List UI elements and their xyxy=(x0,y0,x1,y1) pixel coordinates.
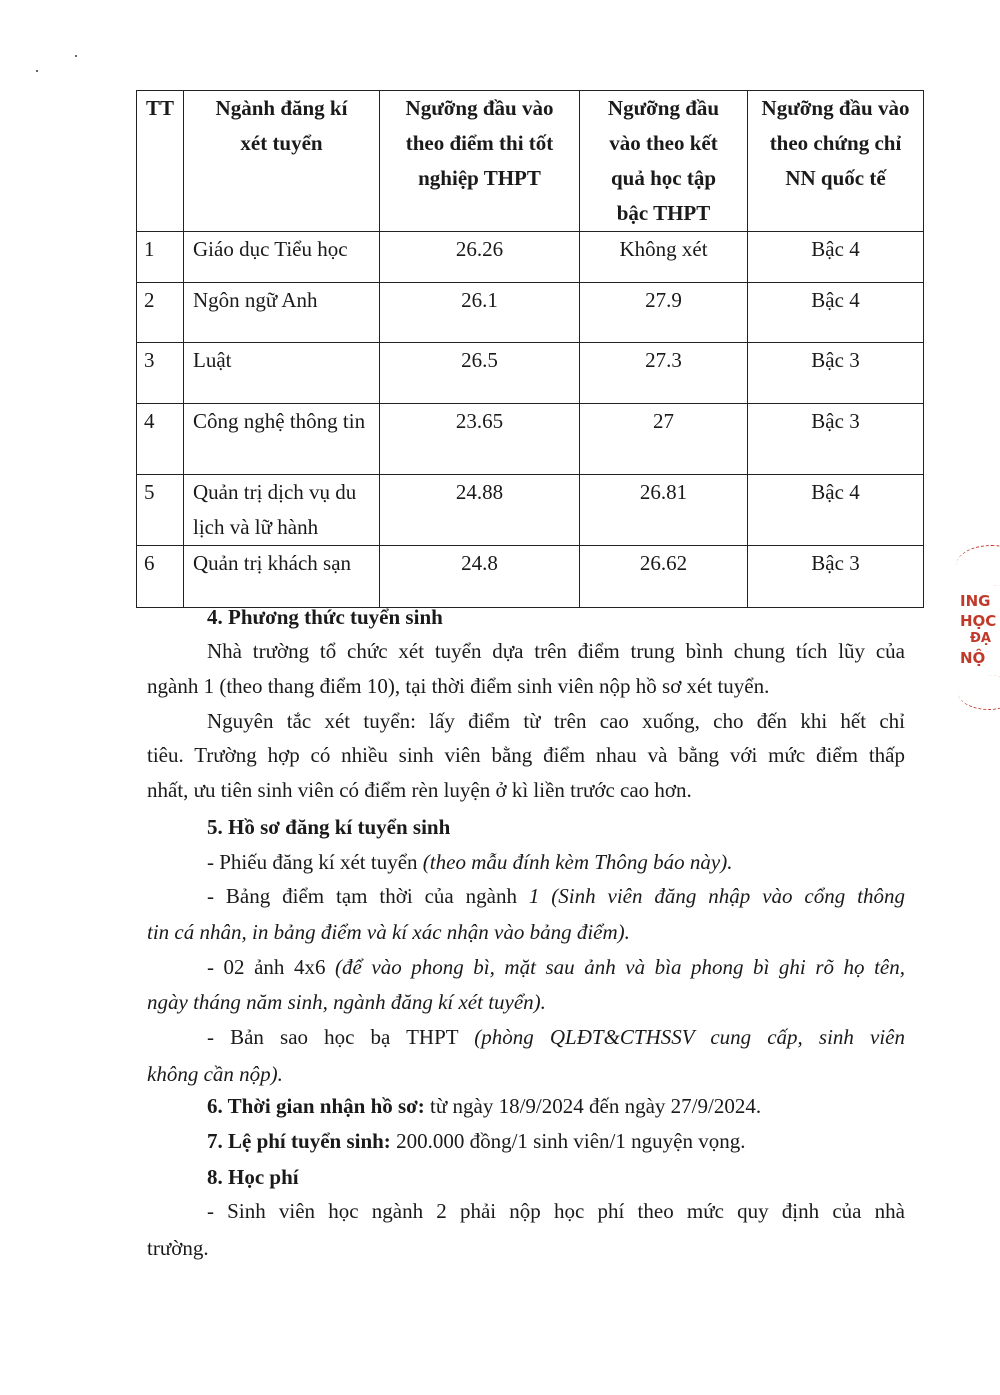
row-major: Ngôn ngữ Anh xyxy=(184,283,380,343)
s4-paragraph-2-line: tiêu. Trường hợp có nhiều sinh viên bằng điểm nhau và bằng với mức điểm thấp xyxy=(147,743,905,767)
seal-text: NỘ xyxy=(960,649,986,667)
item-note: (theo mẫu đính kèm Thông báo này). xyxy=(422,850,733,874)
row-exam: 26.26 xyxy=(380,232,580,283)
section-6 xyxy=(207,1094,761,1119)
row-major: Quản trị dịch vụ du lịch và lữ hành xyxy=(184,475,380,546)
row-major: Quản trị khách sạn xyxy=(184,546,380,608)
table-row xyxy=(137,404,924,475)
item-note: (phòng QLĐT&CTHSSV cung cấp, sinh viên xyxy=(474,1025,905,1049)
row-major: Công nghệ thông tin xyxy=(184,404,380,475)
scan-speck xyxy=(75,55,77,57)
partial-red-seal xyxy=(952,545,1000,715)
seal-text: ING xyxy=(960,592,991,610)
row-cert: Bậc 4 xyxy=(748,232,924,283)
table-row xyxy=(137,283,924,343)
row-cert: Bậc 3 xyxy=(748,343,924,404)
header-major: Ngành đăng kí xét tuyển xyxy=(184,91,380,232)
seal-arc xyxy=(956,545,1000,586)
row-tt: 4 xyxy=(137,404,184,475)
row-transcript: 27 xyxy=(580,404,748,475)
row-transcript: 26.81 xyxy=(580,475,748,546)
item-text: - Phiếu đăng kí xét tuyển xyxy=(207,850,423,874)
section-4-title: 4. Phương thức tuyển sinh xyxy=(207,605,443,629)
s5-item-2 xyxy=(207,884,905,909)
s8-line: trường. xyxy=(147,1236,209,1260)
s5-item-3 xyxy=(207,955,905,980)
row-transcript: 26.62 xyxy=(580,546,748,608)
header-tt: TT xyxy=(137,91,184,232)
section-6-label: 6. Thời gian nhận hồ sơ: xyxy=(207,1094,425,1118)
section-5-title: 5. Hồ sơ đăng kí tuyển sinh xyxy=(207,815,451,839)
header-transcript-threshold: Ngưỡng đầu vào theo kết quả học tập bậc THPT xyxy=(580,91,748,232)
admission-threshold-table xyxy=(136,90,924,608)
row-cert: Bậc 4 xyxy=(748,283,924,343)
section-6-text: từ ngày 18/9/2024 đến ngày 27/9/2024. xyxy=(424,1094,762,1118)
header-certificate-threshold: Ngưỡng đầu vào theo chứng chỉ NN quốc tế xyxy=(748,91,924,232)
section-7 xyxy=(207,1129,745,1154)
item-text: - Bản sao học bạ THPT xyxy=(207,1025,475,1049)
s5-item-1 xyxy=(207,850,733,875)
row-tt: 6 xyxy=(137,546,184,608)
row-cert: Bậc 4 xyxy=(748,475,924,546)
row-tt: 1 xyxy=(137,232,184,283)
s5-item-4 xyxy=(207,1025,905,1050)
row-exam: 24.88 xyxy=(380,475,580,546)
seal-text: HỌC xyxy=(960,612,997,630)
row-tt: 2 xyxy=(137,283,184,343)
table-header-row xyxy=(137,91,924,232)
row-transcript: Không xét xyxy=(580,232,748,283)
seal-text: ĐẠ xyxy=(970,631,991,646)
table-row xyxy=(137,546,924,608)
item-note: 1 (Sinh viên đăng nhập vào cổng thông xyxy=(528,884,905,908)
s5-item-2-cont: tin cá nhân, in bảng điểm và kí xác nhận vào bảng điểm). xyxy=(147,920,630,944)
row-tt: 3 xyxy=(137,343,184,404)
row-transcript: 27.3 xyxy=(580,343,748,404)
row-major: Luật xyxy=(184,343,380,404)
s4-paragraph-1-line: Nhà trường tổ chức xét tuyển dựa trên điểm trung bình chung tích lũy của xyxy=(207,639,905,663)
row-exam: 24.8 xyxy=(380,546,580,608)
row-exam: 26.1 xyxy=(380,283,580,343)
section-7-label: 7. Lệ phí tuyển sinh: xyxy=(207,1129,391,1153)
section-8-title: 8. Học phí xyxy=(207,1165,299,1189)
row-exam: 26.5 xyxy=(380,343,580,404)
s4-paragraph-2-line: nhất, ưu tiên sinh viên có điểm rèn luyện ở kì liền trước cao hơn. xyxy=(147,778,692,802)
row-exam: 23.65 xyxy=(380,404,580,475)
row-cert: Bậc 3 xyxy=(748,546,924,608)
table-row xyxy=(137,343,924,404)
table-row xyxy=(137,232,924,283)
s5-item-3-cont: ngày tháng năm sinh, ngành đăng kí xét tuyển). xyxy=(147,990,546,1014)
row-cert: Bậc 3 xyxy=(748,404,924,475)
item-text: - Bảng điểm tạm thời của ngành xyxy=(207,884,529,908)
s4-paragraph-1-line: ngành 1 (theo thang điểm 10), tại thời điểm sinh viên nộp hồ sơ xét tuyển. xyxy=(147,674,770,698)
s5-item-4-cont: không cần nộp). xyxy=(147,1062,283,1086)
row-major: Giáo dục Tiểu học xyxy=(184,232,380,283)
item-note: (để vào phong bì, mặt sau ảnh và bìa phong bì ghi rõ họ tên, xyxy=(335,955,905,979)
section-7-text: 200.000 đồng/1 sinh viên/1 nguyện vọng. xyxy=(390,1129,746,1153)
header-exam-threshold: Ngưỡng đầu vào theo điểm thi tốt nghiệp THPT xyxy=(380,91,580,232)
item-text: - 02 ảnh 4x6 xyxy=(207,955,336,979)
row-transcript: 27.9 xyxy=(580,283,748,343)
s4-paragraph-2-line: Nguyên tắc xét tuyển: lấy điểm từ trên cao xuống, cho đến khi hết chỉ xyxy=(207,709,905,733)
scan-speck xyxy=(36,70,38,72)
s8-line: - Sinh viên học ngành 2 phải nộp học phí theo mức quy định của nhà xyxy=(207,1199,905,1223)
table-row xyxy=(137,475,924,546)
row-tt: 5 xyxy=(137,475,184,546)
seal-arc xyxy=(958,675,1000,710)
